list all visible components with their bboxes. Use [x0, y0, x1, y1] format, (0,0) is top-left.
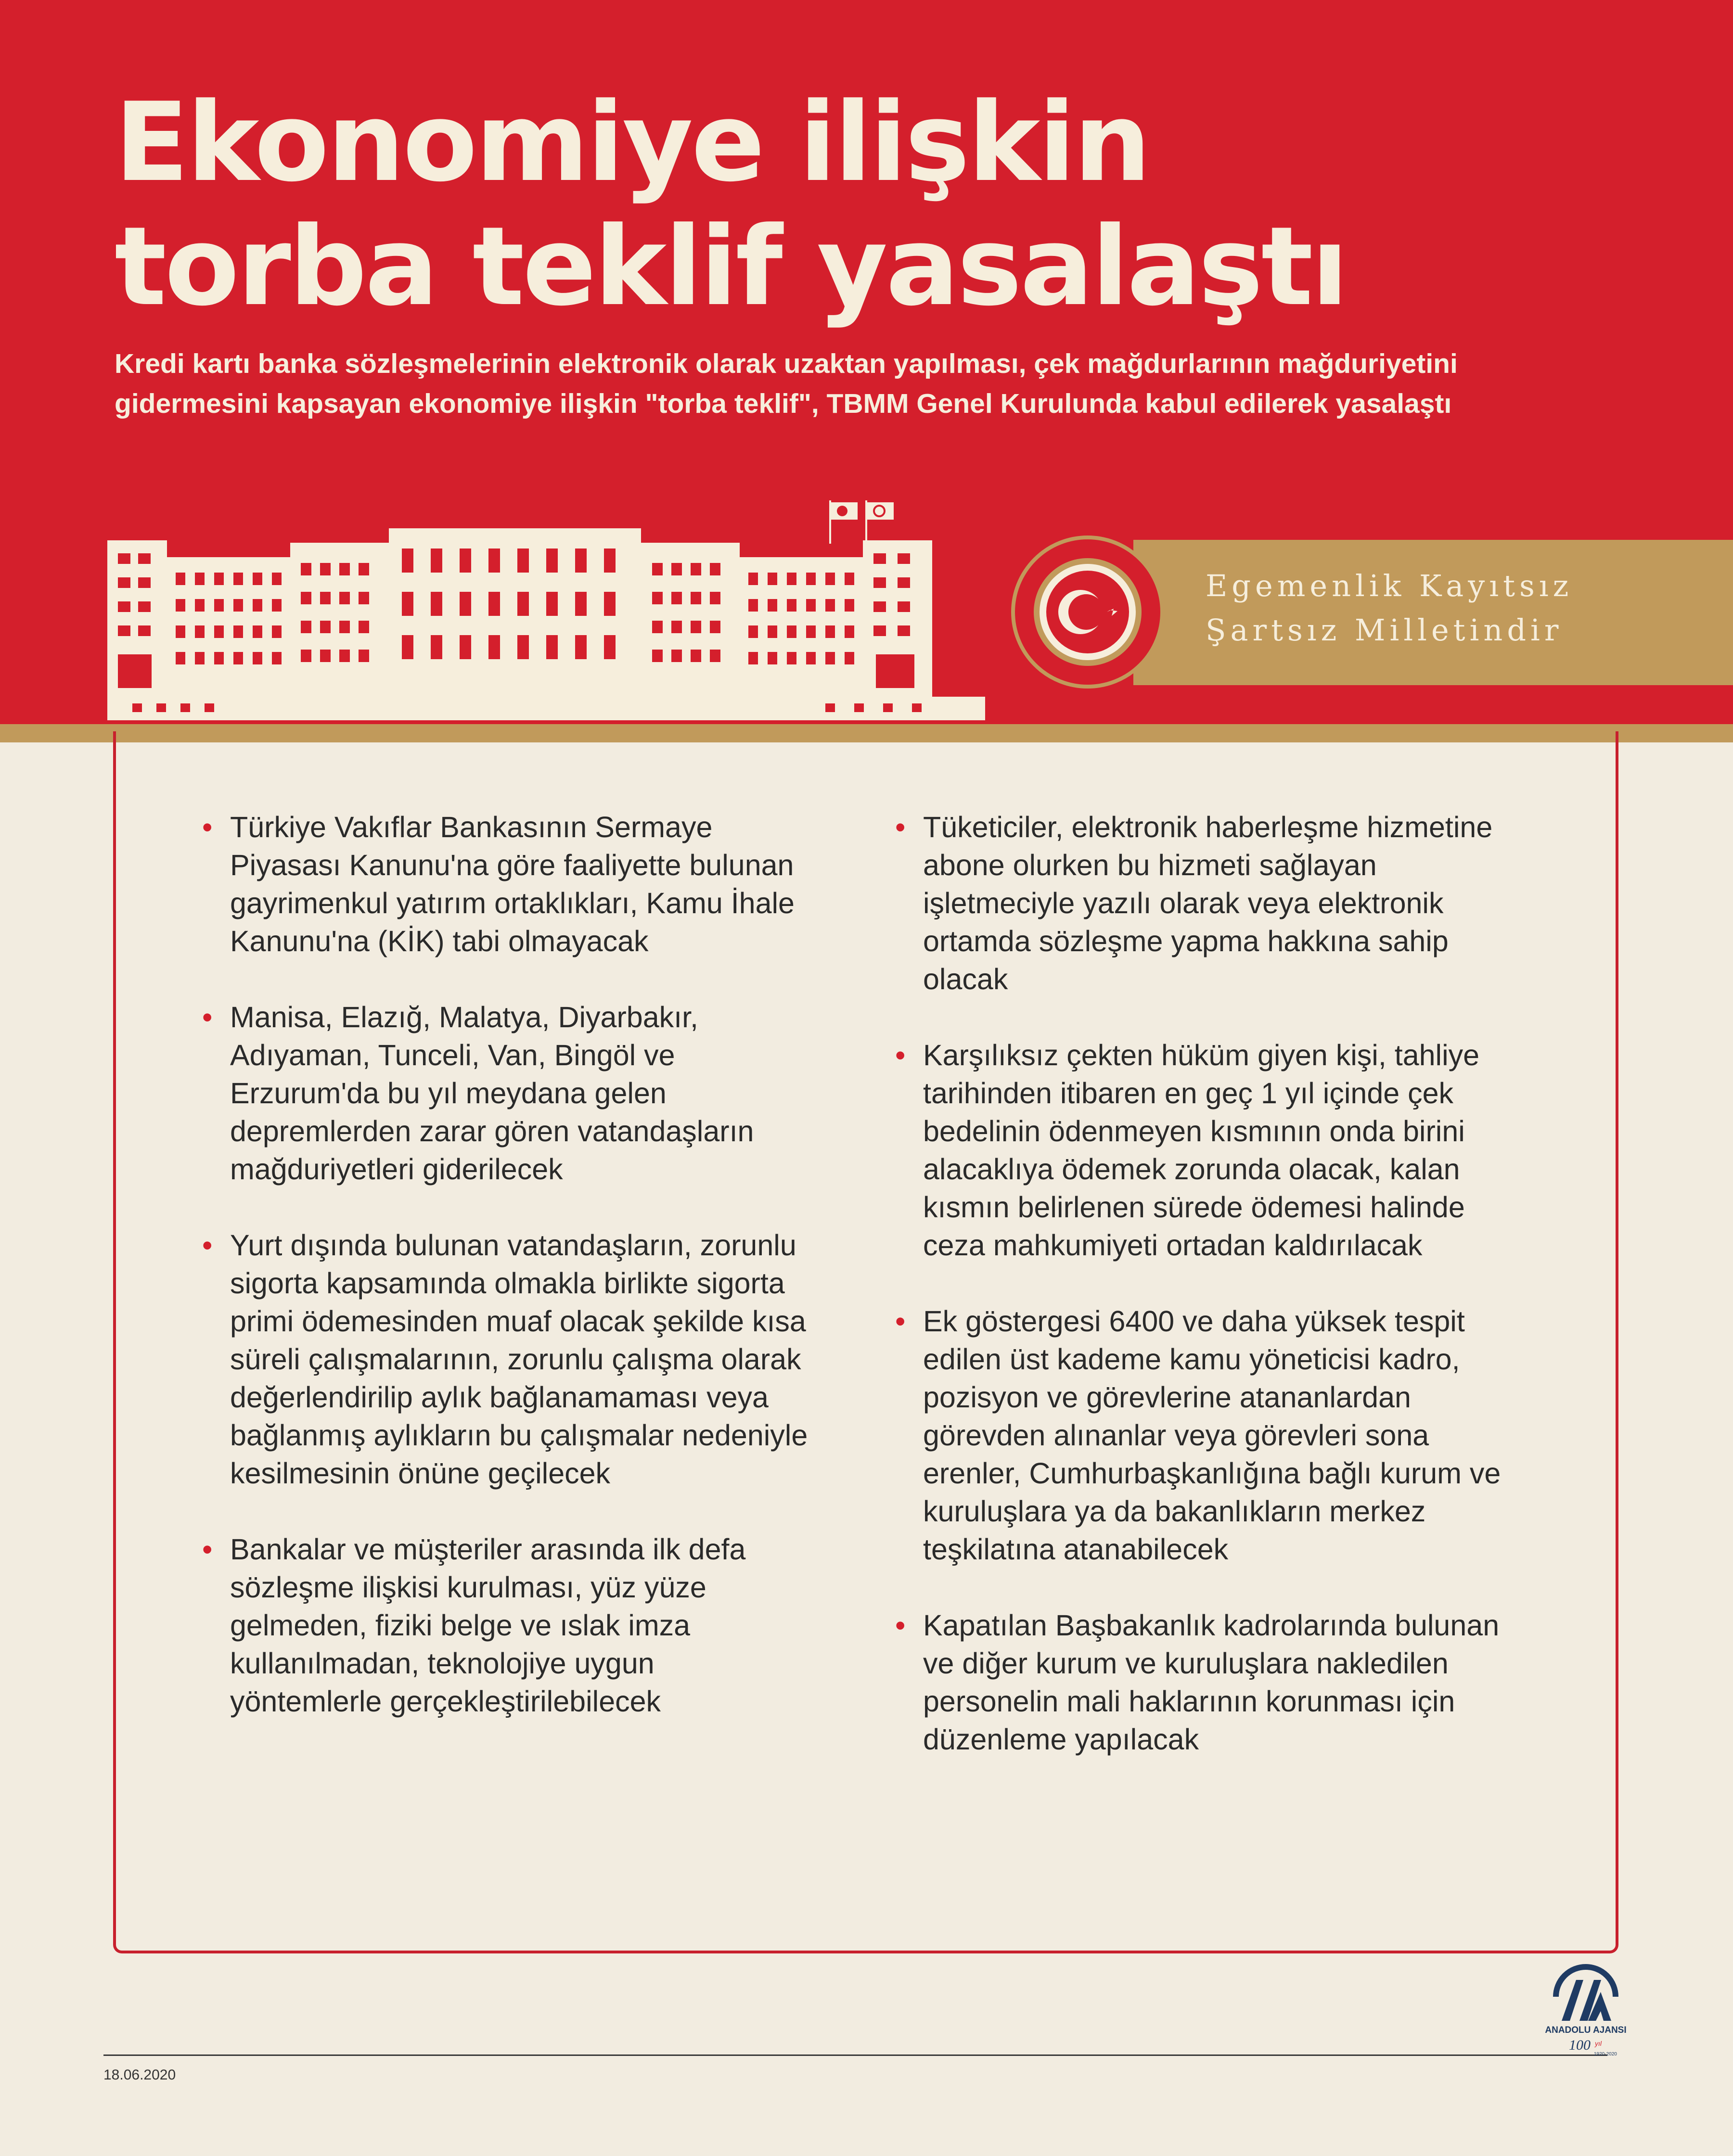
title-line-1: Ekonomiye ilişkin — [115, 79, 1149, 206]
list-item-text: Bankalar ve müşteriler arasında ilk defa sözleşme ilişkisi kurulması, yüz yüze gelmeden, fiziki belge ve ıslak imza kullanılmadan, teknolojiye uygun yöntemlerle gerçekleştirilebilecek — [230, 1533, 746, 1718]
parliament-building-icon — [103, 496, 989, 727]
list-item — [895, 1302, 1506, 1569]
bullet-icon: • — [202, 811, 213, 843]
footer-divider — [103, 2054, 1607, 2056]
logo-text: ANADOLU AJANSI — [1545, 2025, 1627, 2035]
motto — [1206, 564, 1716, 652]
list-item — [895, 808, 1506, 998]
bullet-icon: • — [202, 1533, 213, 1566]
logo-years: 1920-2020 — [1594, 2052, 1617, 2057]
list-item — [895, 1036, 1506, 1264]
bullet-icon: • — [895, 811, 906, 843]
motto-line-1: Egemenlik Kayıtsız — [1206, 568, 1573, 603]
logo-100: 100 — [1569, 2037, 1591, 2053]
page-subtitle: Kredi kartı banka sözleşmelerinin elektronik olarak uzaktan yapılması, çek mağdurlarının mağduriyetini gidermesini kapsayan ekonomiye ilişkin "torba teklif", TBMM Genel Kurulunda kabul edilerek yasalaştı — [115, 348, 1458, 419]
list-item-text: Kapatılan Başbakanlık kadrolarında bulunan ve diğer kurum ve kuruluşlara nakledilen personelin mali haklarının korunması için düzenleme yapılacak — [923, 1609, 1500, 1756]
anadolu-ajansi-logo-icon — [1540, 1963, 1631, 2059]
list-item — [202, 1226, 813, 1493]
publish-date: 18.06.2020 — [103, 2067, 176, 2083]
bullet-icon: • — [202, 1229, 213, 1262]
list-item — [202, 808, 813, 960]
right-column — [895, 808, 1506, 1797]
tbmm-seal-icon — [1011, 535, 1165, 689]
list-item-text: Ek göstergesi 6400 ve daha yüksek tespit edilen üst kademe kamu yöneticisi kadro, pozisyon ve görevlerine atananlardan görevden alınanlar veya görevleri sona erenler, Cumhurbaşkanlığına bağlı kurum ve kuruluşlara ya da bakanlıkların merkez teşkilatına atanabilecek — [923, 1305, 1501, 1566]
list-item-text: Tüketiciler, elektronik haberleşme hizmetine abone olurken bu hizmeti sağlayan işletmeciyle yazılı olarak veya elektronik ortamda sözleşme yapma hakkına sahip olacak — [923, 811, 1493, 995]
list-item-text: Türkiye Vakıflar Bankasının Sermaye Piyasası Kanunu'na göre faaliyette bulunan gayrimenkul yatırım ortaklıkları, Kamu İhale Kanunu'na (KİK) tabi olmayacak — [230, 811, 795, 957]
page-title — [115, 81, 1558, 329]
motto-line-2: Şartsız Milletindir — [1206, 612, 1563, 648]
list-item-text: Yurt dışında bulunan vatandaşların, zorunlu sigorta kapsamında olmakla birlikte sigorta primi ödemesinden muaf olacak şekilde kısa süreli çalışmalarının, zorunlu çalışma olarak değerlendirilip aylık bağlanamaması veya bağlanmış aylıkların bu çalışmalar nedeniyle kesilmesinin önüne geçilecek — [230, 1229, 808, 1490]
list-item-text: Manisa, Elazığ, Malatya, Diyarbakır, Adıyaman, Tunceli, Van, Bingöl ve Erzurum'da bu yıl meydana gelen depremlerden zarar gören vatandaşların mağduriyetleri giderilecek — [230, 1001, 754, 1186]
list-item — [202, 998, 813, 1188]
bullet-icon: • — [895, 1039, 906, 1072]
bullet-icon: • — [895, 1609, 906, 1642]
list-item-text: Karşılıksız çekten hüküm giyen kişi, tahliye tarihinden itibaren en geç 1 yıl içinde çek bedelinin ödenmeyen kısmının onda birini alacaklıya ödemek zorunda olacak, kalan kısmın belirlenen sürede ödemesi halinde ceza mahkumiyeti ortadan kaldırılacak — [923, 1039, 1480, 1262]
list-item — [202, 1531, 813, 1721]
bullet-icon: • — [202, 1001, 213, 1033]
bullet-icon: • — [895, 1305, 906, 1338]
list-item — [895, 1607, 1506, 1759]
logo-yil: yıl — [1595, 2040, 1602, 2047]
left-column — [202, 808, 813, 1759]
title-line-2: torba teklif yasalaştı — [115, 204, 1347, 330]
